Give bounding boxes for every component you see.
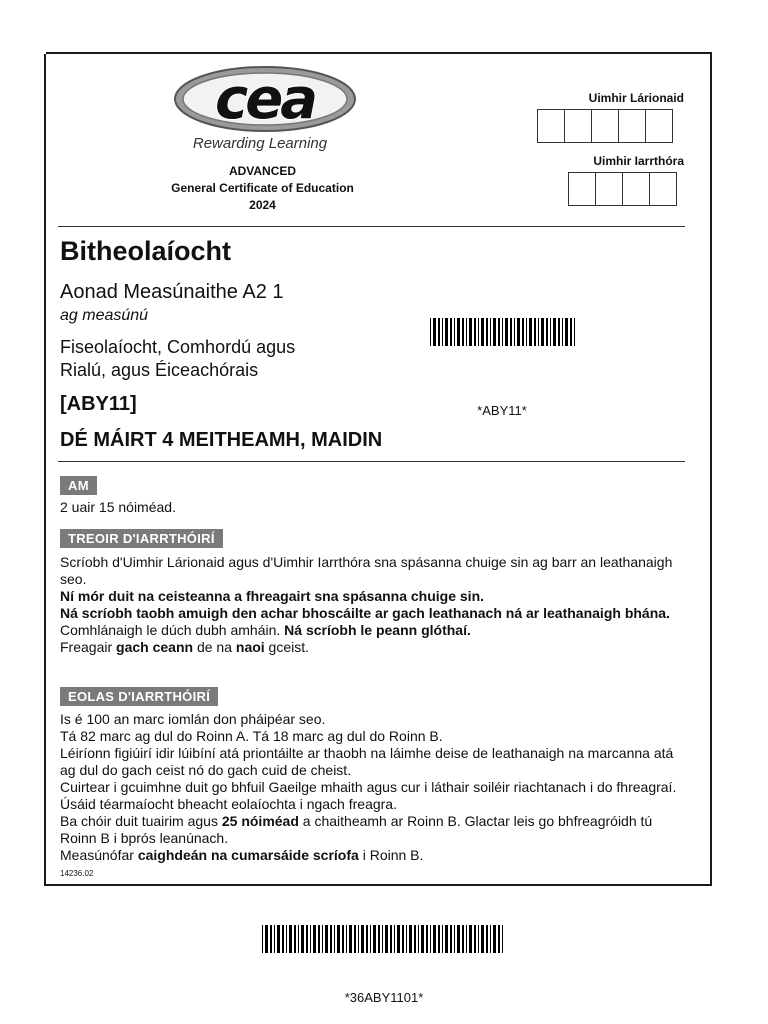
barcode-bar <box>421 925 424 953</box>
barcode-bar <box>562 318 563 346</box>
qualification-name: General Certificate of Education <box>171 181 354 195</box>
barcode-bar <box>486 318 488 346</box>
barcode-bar <box>337 925 340 953</box>
barcode-bar <box>546 318 548 346</box>
barcode-bar <box>286 925 287 953</box>
barcode-bar <box>330 925 332 953</box>
instruction-text: Freagair <box>60 639 117 655</box>
barcode-bar <box>481 925 484 953</box>
barcode-bar <box>322 925 323 953</box>
barcode-bar <box>370 925 371 953</box>
barcode-bar <box>313 925 316 953</box>
barcode-bar <box>493 318 496 346</box>
barcode-bar <box>517 318 520 346</box>
barcode-bar <box>438 318 440 346</box>
instruction-line: Ní mór duit na ceisteanna a fhreagairt sna spásanna chuige sin. <box>60 588 485 604</box>
barcode-bar <box>265 925 268 953</box>
barcode-bar <box>385 925 388 953</box>
barcode-bar <box>514 318 515 346</box>
barcode-bar <box>462 318 464 346</box>
instruction-emphasis: gach ceann <box>116 639 194 655</box>
time-value: 2 uair 15 nóiméad. <box>60 499 176 515</box>
paper-barcode-text: *ABY11* <box>477 403 527 418</box>
tagline: Rewarding Learning <box>192 135 328 152</box>
barcode-bar <box>502 318 503 346</box>
barcode-bar <box>493 925 496 953</box>
barcode-bar <box>382 925 383 953</box>
digit-box[interactable] <box>591 109 619 143</box>
barcode-bar <box>390 925 392 953</box>
barcode-bar <box>433 318 436 346</box>
barcode-bar <box>349 925 352 953</box>
barcode-bar <box>298 925 299 953</box>
barcode-bar <box>394 925 395 953</box>
barcode-bar <box>334 925 335 953</box>
barcode-bar <box>318 925 320 953</box>
information-line <box>60 847 680 864</box>
frame-corner <box>42 50 46 54</box>
barcode-bar <box>366 925 368 953</box>
barcode-bar <box>442 318 443 346</box>
time-label: AM <box>60 476 97 495</box>
assessing-label: ag measúnú <box>60 307 149 324</box>
barcode-bar <box>498 925 500 953</box>
instruction-line <box>60 639 680 656</box>
barcode-bar <box>418 925 419 953</box>
page-barcode <box>262 925 506 953</box>
candidate-number-boxes[interactable] <box>569 172 677 206</box>
barcode-bar <box>466 318 467 346</box>
digit-box[interactable] <box>537 109 565 143</box>
barcode-bar <box>445 925 448 953</box>
topic <box>60 336 360 382</box>
information-line: Tá 82 marc ag dul do Roinn A. Tá 18 marc ag dul do Roinn B. <box>60 728 443 744</box>
barcode-bar <box>457 318 460 346</box>
qualification-year: 2024 <box>249 198 276 212</box>
barcode-bar <box>558 318 560 346</box>
barcode-bar <box>565 318 568 346</box>
qualification-level: ADVANCED <box>228 164 297 178</box>
information-label: EOLAS D'IARRTHÓIRÍ <box>60 687 218 706</box>
barcode-bar <box>454 318 455 346</box>
barcode-bar <box>478 318 479 346</box>
barcode-bar <box>457 925 460 953</box>
barcode-bar <box>522 318 524 346</box>
information-line: Is é 100 an marc iomlán don pháipéar seo. <box>60 711 326 727</box>
divider <box>58 461 685 462</box>
exam-date: DÉ MÁIRT 4 MEITHEAMH, MAIDIN <box>60 429 383 451</box>
information-text-part: a chaitheamh ar Roinn B. Glactar leis go bhfreagróidh tú Roinn B i bprós leanúnach. <box>60 813 653 846</box>
barcode-bar <box>529 318 532 346</box>
information-text-part: Measúnófar <box>60 847 138 863</box>
barcode-bar <box>450 925 452 953</box>
information-text-part: Ba chóir duit tuairim agus <box>60 813 222 829</box>
barcode-bar <box>409 925 412 953</box>
barcode-bar <box>570 318 572 346</box>
information-emphasis: caighdeán na cumarsáide scríofa <box>137 847 359 863</box>
barcode-bar <box>373 925 376 953</box>
paper-code: [ABY11] <box>60 393 137 415</box>
barcode-bar <box>462 925 464 953</box>
barcode-bar <box>358 925 359 953</box>
information-text-part: i Roinn B. <box>358 847 424 863</box>
barcode-bar <box>406 925 407 953</box>
reference-number: 14236.02 <box>60 869 94 878</box>
instruction-line <box>60 622 680 639</box>
barcode-bar <box>426 925 428 953</box>
barcode-bar <box>325 925 328 953</box>
subject-title: Bitheolaíocht <box>60 236 232 266</box>
barcode-bar <box>301 925 304 953</box>
information-line: Léiríonn figiúirí idir lúibíní atá priontáilte ar thaobh na láimhe deise de leathanaigh na marcanna atá ag dul do gach ceist nó do gach cuid de cheist. <box>60 745 674 778</box>
barcode-bar <box>574 318 575 346</box>
barcode-bar <box>342 925 344 953</box>
unit-title: Aonad Measúnaithe A2 1 <box>60 281 284 303</box>
barcode-bar <box>402 925 404 953</box>
qualification <box>150 163 375 214</box>
information-line: Cuirtear i gcuimhne duit go bhfuil Gaeilge mhaith agus cur i láthair soiléir riachtanach i do fhreagraí. Úsáid téarmaíocht bheacht eolaíochta i ngach freagra. <box>60 779 677 812</box>
barcode-bar <box>478 925 479 953</box>
barcode-bar <box>306 925 308 953</box>
barcode-bar <box>534 318 536 346</box>
barcode-bar <box>282 925 284 953</box>
barcode-bar <box>481 318 484 346</box>
barcode-bar <box>553 318 556 346</box>
paper-barcode <box>430 318 578 346</box>
instruction-text: de na <box>193 639 236 655</box>
barcode-bar <box>346 925 347 953</box>
topic-line: Fiseolaíocht, Comhordú agus <box>60 337 296 357</box>
barcode-bar <box>469 318 472 346</box>
barcode-bar <box>445 318 448 346</box>
barcode-bar <box>502 925 503 953</box>
barcode-bar <box>442 925 443 953</box>
barcode-bar <box>430 925 431 953</box>
barcode-bar <box>433 925 436 953</box>
barcode-bar <box>466 925 467 953</box>
instructions-text <box>60 554 680 656</box>
barcode-bar <box>498 318 500 346</box>
information-emphasis: 25 nóiméad <box>221 813 299 829</box>
instruction-emphasis: naoi <box>235 639 265 655</box>
information-line <box>60 813 680 847</box>
digit-box[interactable] <box>595 172 623 206</box>
barcode-bar <box>430 318 431 346</box>
barcode-bar <box>450 318 452 346</box>
instruction-text: Comhlánaigh le dúch dubh amháin. <box>60 622 285 638</box>
barcode-bar <box>474 318 476 346</box>
barcode-bar <box>486 925 488 953</box>
barcode-bar <box>490 318 491 346</box>
centre-number-boxes[interactable] <box>538 109 673 143</box>
barcode-bar <box>550 318 551 346</box>
barcode-bar <box>505 318 508 346</box>
barcode-bar <box>414 925 416 953</box>
digit-box[interactable] <box>568 172 596 206</box>
instruction-line: Ná scríobh taobh amuigh den achar bhoscáilte ar gach leathanach ná ar leathanaigh bhána. <box>60 605 670 621</box>
digit-box[interactable] <box>564 109 592 143</box>
digit-box[interactable] <box>622 172 650 206</box>
barcode-bar <box>361 925 364 953</box>
barcode-bar <box>378 925 380 953</box>
instruction-emphasis: Ná scríobh le peann glóthaí. <box>284 622 471 638</box>
divider <box>58 226 685 227</box>
barcode-bar <box>277 925 280 953</box>
digit-box[interactable] <box>618 109 646 143</box>
barcode-bar <box>541 318 544 346</box>
barcode-bar <box>289 925 292 953</box>
barcode-bar <box>294 925 296 953</box>
barcode-bar <box>474 925 476 953</box>
barcode-bar <box>538 318 539 346</box>
barcode-bar <box>469 925 472 953</box>
candidate-number-label: Uimhir Iarrthóra <box>593 154 684 168</box>
logo-text: cea <box>215 67 315 132</box>
barcode-bar <box>310 925 311 953</box>
barcode-bar <box>438 925 440 953</box>
barcode-bar <box>490 925 491 953</box>
digit-box[interactable] <box>649 172 677 206</box>
barcode-bar <box>274 925 275 953</box>
page-barcode-text: *36ABY1101* <box>344 990 424 1005</box>
barcode-bar <box>526 318 527 346</box>
instruction-line: Scríobh d'Uimhir Lárionaid agus d'Uimhir Iarrthóra sna spásanna chuige sin ag barr an leathanaigh seo. <box>60 554 673 587</box>
digit-box[interactable] <box>645 109 673 143</box>
information-text <box>60 711 680 864</box>
barcode-bar <box>270 925 272 953</box>
barcode-bar <box>354 925 356 953</box>
topic-line: Rialú, agus Éiceachórais <box>60 360 259 380</box>
barcode-bar <box>510 318 512 346</box>
cea-logo <box>172 64 358 134</box>
barcode-bar <box>262 925 263 953</box>
barcode-bar <box>454 925 455 953</box>
instruction-text: gceist. <box>264 639 310 655</box>
instructions-label: TREOIR D'IARRTHÓIRÍ <box>60 529 223 548</box>
barcode-bar <box>397 925 400 953</box>
centre-number-label: Uimhir Lárionaid <box>588 91 684 105</box>
